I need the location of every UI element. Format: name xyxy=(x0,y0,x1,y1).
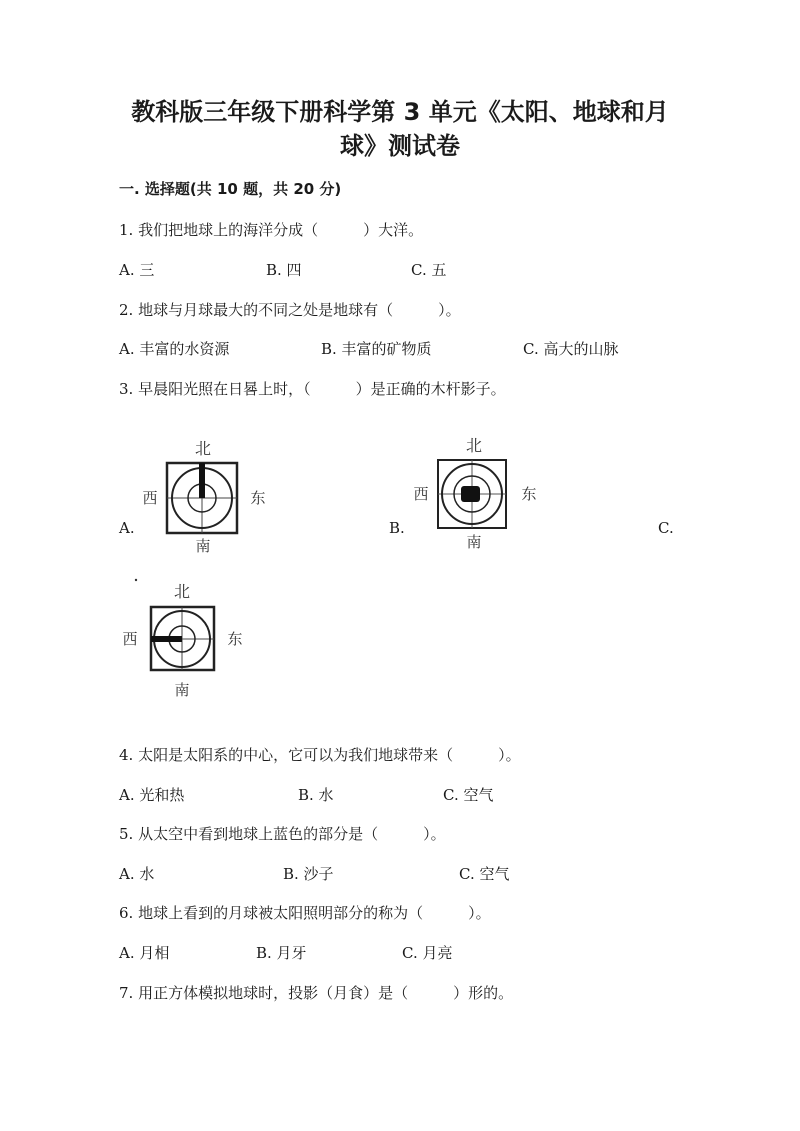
q6-option-a: A. 月相 xyxy=(119,944,170,962)
page-title-line1: 教科版三年级下册科学第 3 单元《太阳、地球和月 xyxy=(131,98,669,126)
south-label: 南 xyxy=(466,533,482,551)
q4-option-c: C. 空气 xyxy=(443,786,494,804)
q5-option-b: B. 沙子 xyxy=(283,865,334,883)
q6-option-b: B. 月牙 xyxy=(256,944,307,962)
east-label: 东 xyxy=(250,489,266,507)
q4-option-a: A. 光和热 xyxy=(119,786,185,804)
question-3: 3. 早晨阳光照在日晷上时，（ ）是正确的木杆影子。 xyxy=(119,380,506,398)
q3-option-b: B. xyxy=(389,519,405,537)
question-1: 1. 我们把地球上的海洋分成（ ）大洋。 xyxy=(119,221,424,239)
west-label: 西 xyxy=(413,485,429,503)
east-label: 东 xyxy=(227,630,243,648)
question-5: 5. 从太空中看到地球上蓝色的部分是（ ）。 xyxy=(119,825,446,843)
q3-option-c: C. xyxy=(658,519,674,537)
q4-option-b: B. 水 xyxy=(298,786,334,804)
q3-option-a: A. xyxy=(119,519,135,537)
question-7: 7. 用正方体模拟地球时，投影（月食）是（ ）形的。 xyxy=(119,984,514,1002)
sundial-figure-c xyxy=(118,578,250,703)
q2-option-b: B. 丰富的矿物质 xyxy=(321,340,432,358)
page-title-line2: 球》测试卷 xyxy=(340,132,460,160)
q1-option-a: A. 三 xyxy=(119,261,155,279)
south-label: 南 xyxy=(174,681,190,699)
q1-option-b: B. 四 xyxy=(266,261,302,279)
q1-option-c: C. 五 xyxy=(411,261,447,279)
sundial-figure-a xyxy=(138,435,270,560)
question-6: 6. 地球上看到的月球被太阳照明部分的称为（ ）。 xyxy=(119,904,491,922)
north-label: 北 xyxy=(465,436,483,455)
east-label: 东 xyxy=(521,485,537,503)
north-label: 北 xyxy=(173,582,191,601)
q6-option-c: C. 月亮 xyxy=(402,944,453,962)
question-2: 2. 地球与月球最大的不同之处是地球有（ ）。 xyxy=(119,301,461,319)
sundial-figure-b xyxy=(408,432,540,557)
q2-option-c: C. 高大的山脉 xyxy=(523,340,619,358)
west-label: 西 xyxy=(122,630,138,648)
q5-option-a: A. 水 xyxy=(119,865,155,883)
q5-option-c: C. 空气 xyxy=(459,865,510,883)
north-label: 北 xyxy=(194,439,212,458)
q2-option-a: A. 丰富的水资源 xyxy=(119,340,230,358)
section-heading: 一. 选择题(共 10 题，共 20 分) xyxy=(119,180,342,198)
west-label: 西 xyxy=(142,489,158,507)
south-label: 南 xyxy=(195,537,211,555)
question-4: 4. 太阳是太阳系的中心，它可以为我们地球带来（ ）。 xyxy=(119,746,521,764)
